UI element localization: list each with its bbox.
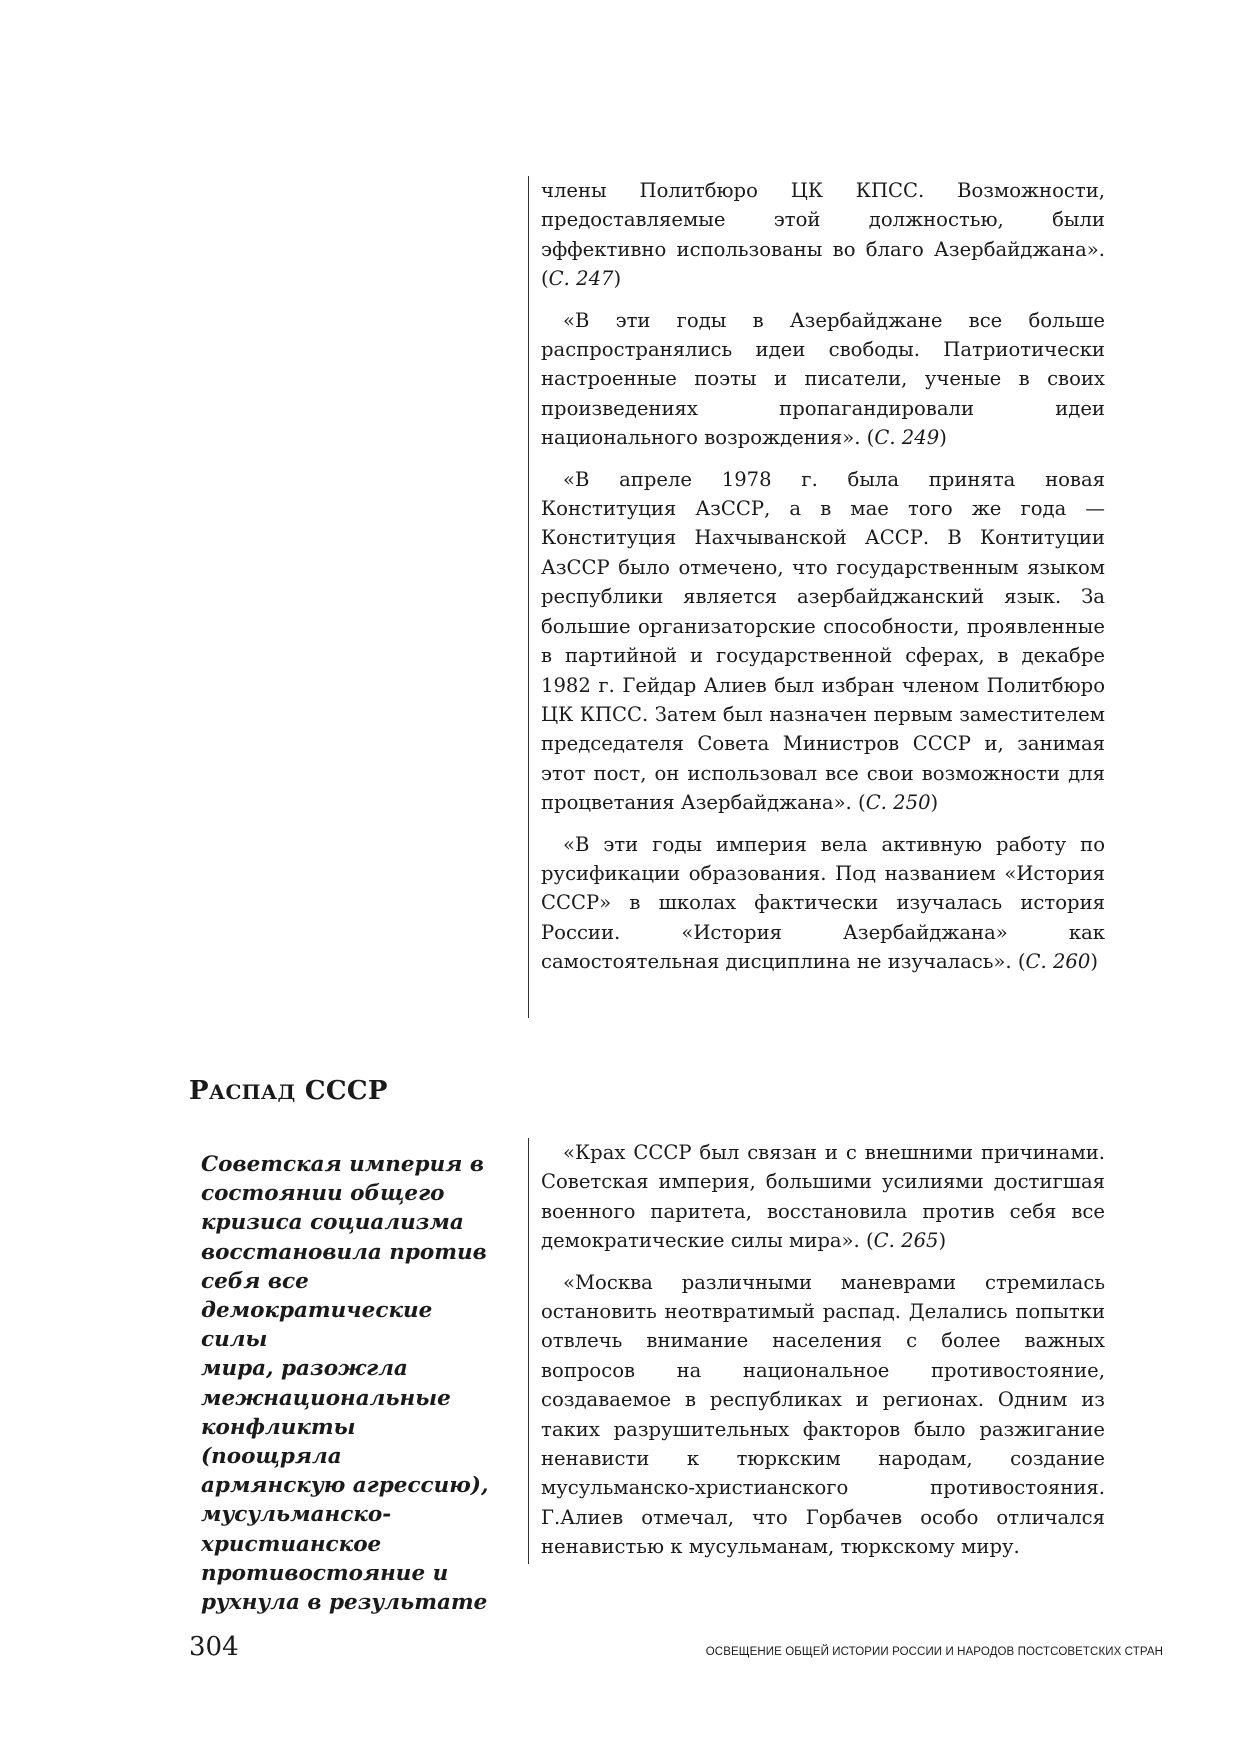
page-reference: С. 247 xyxy=(548,267,614,291)
sidebar-line: межнациональные xyxy=(201,1385,451,1411)
quote-paragraph: «В эти годы в Азербайджане все больше распространялись идеи свободы. Патриотически настроенные поэты и писатели, ученые в своих произведениях пропагандировали идеи национального возрождения». (С. 249) xyxy=(541,308,1105,450)
section-heading: РАСПАД СССР xyxy=(189,1076,388,1106)
page-reference: С. 260 xyxy=(1025,950,1091,974)
sidebar-line: конфликты (поощряла xyxy=(201,1414,356,1470)
quote-column-upper xyxy=(528,176,1105,1018)
page-reference: С. 249 xyxy=(874,426,940,450)
sidebar-line: Советская империя в xyxy=(201,1152,484,1177)
quote-paragraph: «В апреле 1978 г. была принята новая Конституция АзССР, а в мае того же года — Конституция Нахчыванской АССР. В Контитуции АзССР было отмечено, что государственным языком республики является азербайджанский язык. За большие организаторские способности, проявленные в партийной и государственной сферах, в декабре 1982 г. Гейдар Алиев был избран членом Политбюро ЦК КПСС. Затем был назначен первым заместителем председателя Совета Министров СССР и, занимая этот пост, он использовал все свои возможности для процветания Азербайджана». (С. 250) xyxy=(541,467,1105,815)
page-reference: С. 250 xyxy=(865,791,931,815)
page-number: 304 xyxy=(189,1632,239,1662)
sidebar-line: демократические силы xyxy=(201,1298,433,1353)
sidebar-summary xyxy=(201,1150,501,1617)
sidebar-line: рухнула в результате xyxy=(201,1590,488,1616)
sidebar-line: кризиса социализма xyxy=(201,1210,464,1236)
sidebar-line: мира, разожгла xyxy=(201,1356,408,1382)
quote-paragraph: «Крах СССР был связан и с внешними причинами. Советская империя, большими усилиями достигшая военного паритета, восстановила против себя все демократические силы мира». (С. 265) xyxy=(541,1141,1105,1253)
sidebar-line: состоянии общего xyxy=(201,1181,445,1207)
sidebar-line: противостояние и xyxy=(201,1560,449,1586)
sidebar-line: мусульманско- xyxy=(201,1502,392,1528)
sidebar-line: себя все xyxy=(201,1268,309,1294)
quote-column-lower xyxy=(528,1138,1105,1564)
sidebar-line: восстановила против xyxy=(201,1239,487,1265)
running-footer: ОСВЕЩЕНИЕ ОБЩЕЙ ИСТОРИИ РОССИИ И НАРОДОВ ПОСТСОВЕТСКИХ СТРАН xyxy=(705,1646,1163,1658)
quote-paragraph: «В эти годы империя вела активную работу по русификации образования. Под названием «История СССР» в школах фактически изучалась история России. «История Азербайджана» как самостоятельная дисциплина не изучалась». (С. 260) xyxy=(541,832,1105,974)
sidebar-line: христианское xyxy=(201,1531,382,1557)
quote-paragraph: члены Политбюро ЦК КПСС. Возможности, предоставляемые этой должностью, были эффективно использованы во благо Азербайджана». (С. 247) xyxy=(541,179,1105,291)
sidebar-line: армянскую агрессию), xyxy=(201,1473,489,1499)
page-reference: С. 265 xyxy=(873,1229,939,1253)
quote-paragraph: «Москва различными маневрами стремилась остановить неотвратимый распад. Делались попытки отвлечь внимание населения с более важных вопросов на национальное противостояние, создаваемое в республиках и регионах. Одним из таких разрушительных факторов было разжигание ненависти к тюркским народам, создание мусульманско-христианского противостояния. Г.Алиев отмечал, что Горбачев особо отличался ненавистью к мусульманам, тюркскому миру. xyxy=(541,1270,1105,1559)
